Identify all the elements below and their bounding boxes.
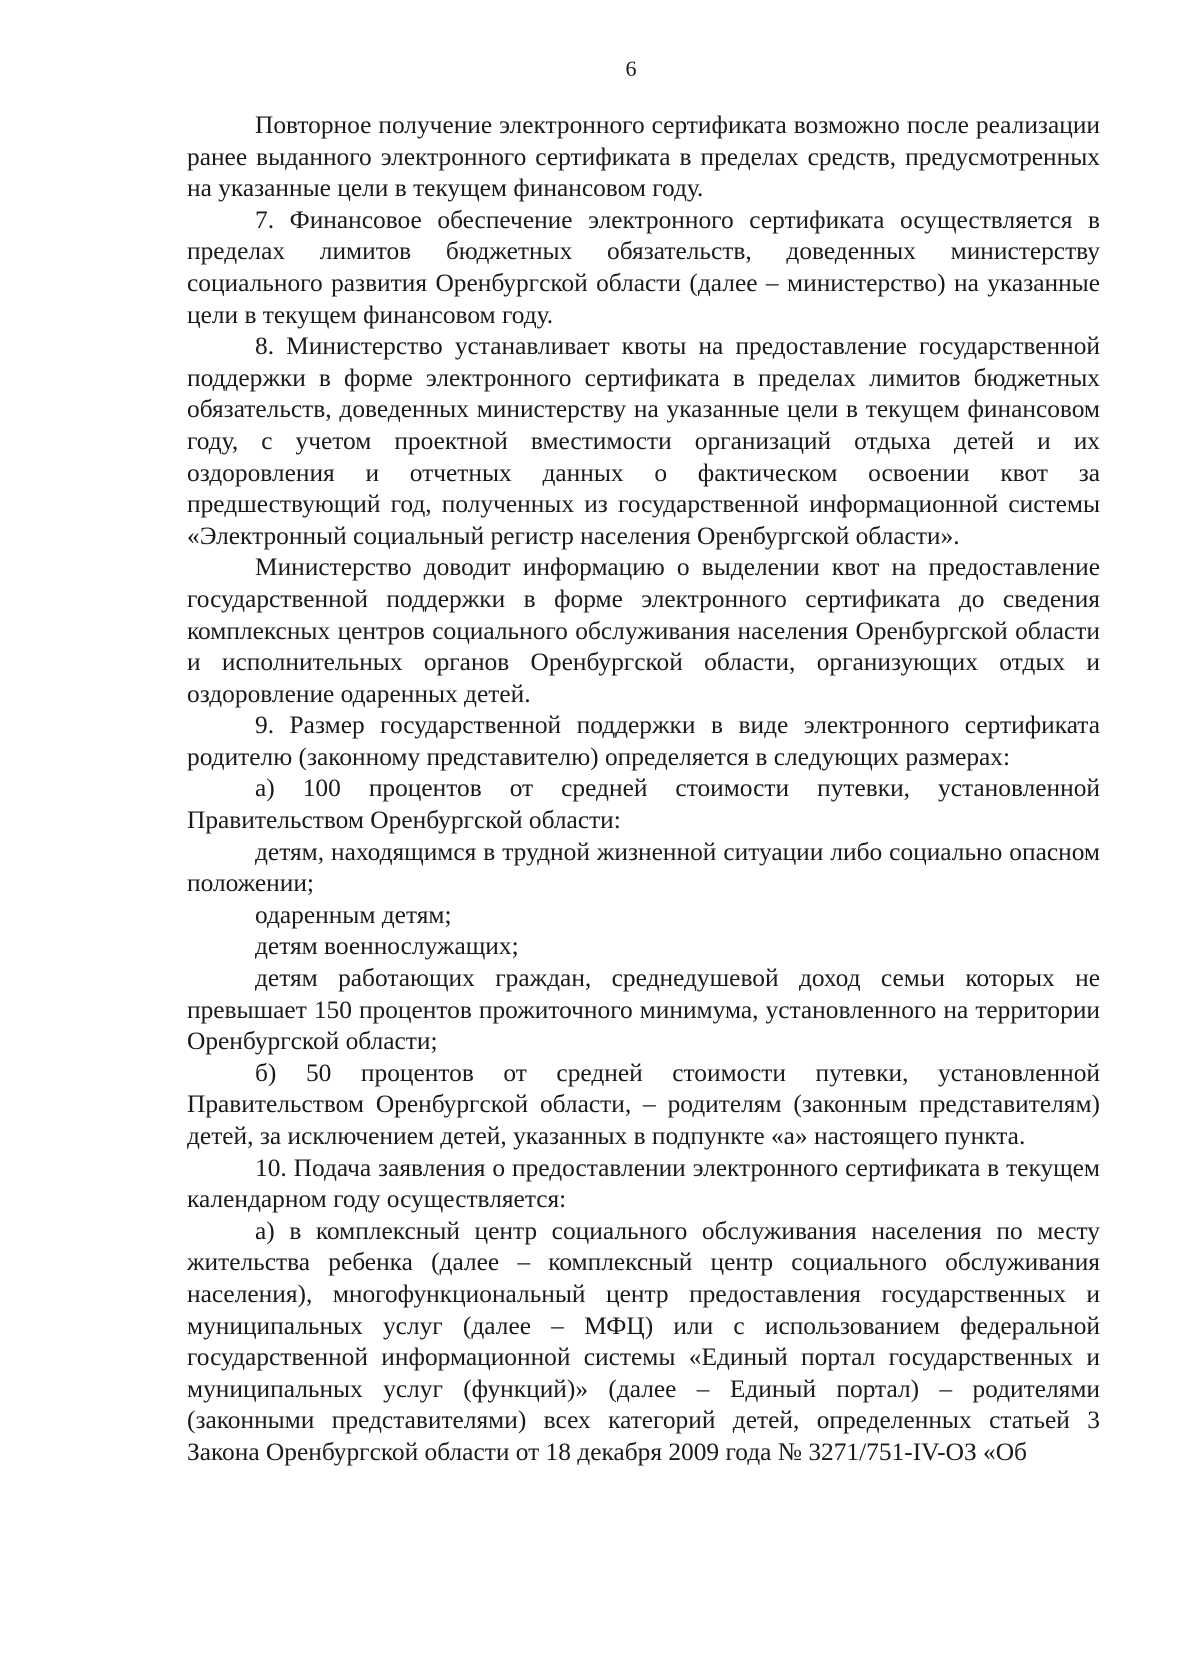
paragraph: Министерство доводит информацию о выделении квот на предоставление государственной поддержки в форме электронного сертификата до сведения комплексных центров социального обслуживания населения Оренбургской области и исполнительных органов Оренбургской области, организующих отдых и оздоровление одаренных детей.	[187, 553, 1100, 708]
page-number: 6	[625, 56, 637, 81]
paragraph: б) 50 процентов от средней стоимости путевки, установленной Правительством Оренбургской области, – родителям (законным представителям) детей, за исключением детей, указанных в подпункте «а» настоящего пункта.	[187, 1058, 1100, 1150]
paragraph: детям работающих граждан, среднедушевой доход семьи которых не превышает 150 процентов прожиточного минимума, установленного на территории Оренбургской области;	[187, 964, 1100, 1056]
paragraph: 9. Размер государственной поддержки в виде электронного сертификата родителю (законному представителю) определяется в следующих размерах:	[187, 711, 1100, 771]
paragraph: Повторное получение электронного сертификата возможно после реализации ранее выданного электронного сертификата в пределах средств, предусмотренных на указанные цели в текущем финансовом году.	[187, 111, 1100, 203]
paragraph: 7. Финансовое обеспечение электронного сертификата осуществляется в пределах лимитов бюджетных обязательств, доведенных министерству социального развития Оренбургской области (далее – министерство) на указанные цели в текущем финансовом году.	[187, 205, 1100, 329]
paragraph: детям, находящимся в трудной жизненной ситуации либо социально опасном положении;	[187, 837, 1100, 898]
paragraph: 10. Подача заявления о предоставлении электронного сертификата в текущем календарном году осуществляется:	[187, 1153, 1100, 1214]
paragraph: а) 100 процентов от средней стоимости путевки, установленной Правительством Оренбургской области:	[187, 774, 1100, 835]
paragraph: одаренным детям;	[255, 900, 452, 929]
paragraph: а) в комплексный центр социального обслуживания населения по месту жительства ребенка (далее – комплексный центр социального обслуживания населения), многофункциональный центр предоставления государственных и муниципальных услуг (далее – МФЦ) или с использованием федеральной государственной информационной системы «Единый портал государственных и муниципальных услуг (функций)» (далее – Единый портал) – родителями (законными представителями) всех категорий детей, определенных статьей 3 Закона Оренбургской области от 18 декабря 2009 года № 3271/751-IV-ОЗ «Об	[187, 1216, 1100, 1466]
paragraph: 8. Министерство устанавливает квоты на предоставление государственной поддержки в форме электронного сертификата в пределах лимитов бюджетных обязательств, доведенных министерству на указанные цели в текущем финансовом году, с учетом проектной вместимости организаций отдыха детей и их оздоровления и отчетных данных о фактическом освоении квот за предшествующий год, полученных из государственной информационной системы «Электронный социальный регистр населения Оренбургской области».	[187, 332, 1100, 550]
paragraph: детям военнослужащих;	[255, 932, 519, 961]
document-body	[187, 110, 1100, 1469]
